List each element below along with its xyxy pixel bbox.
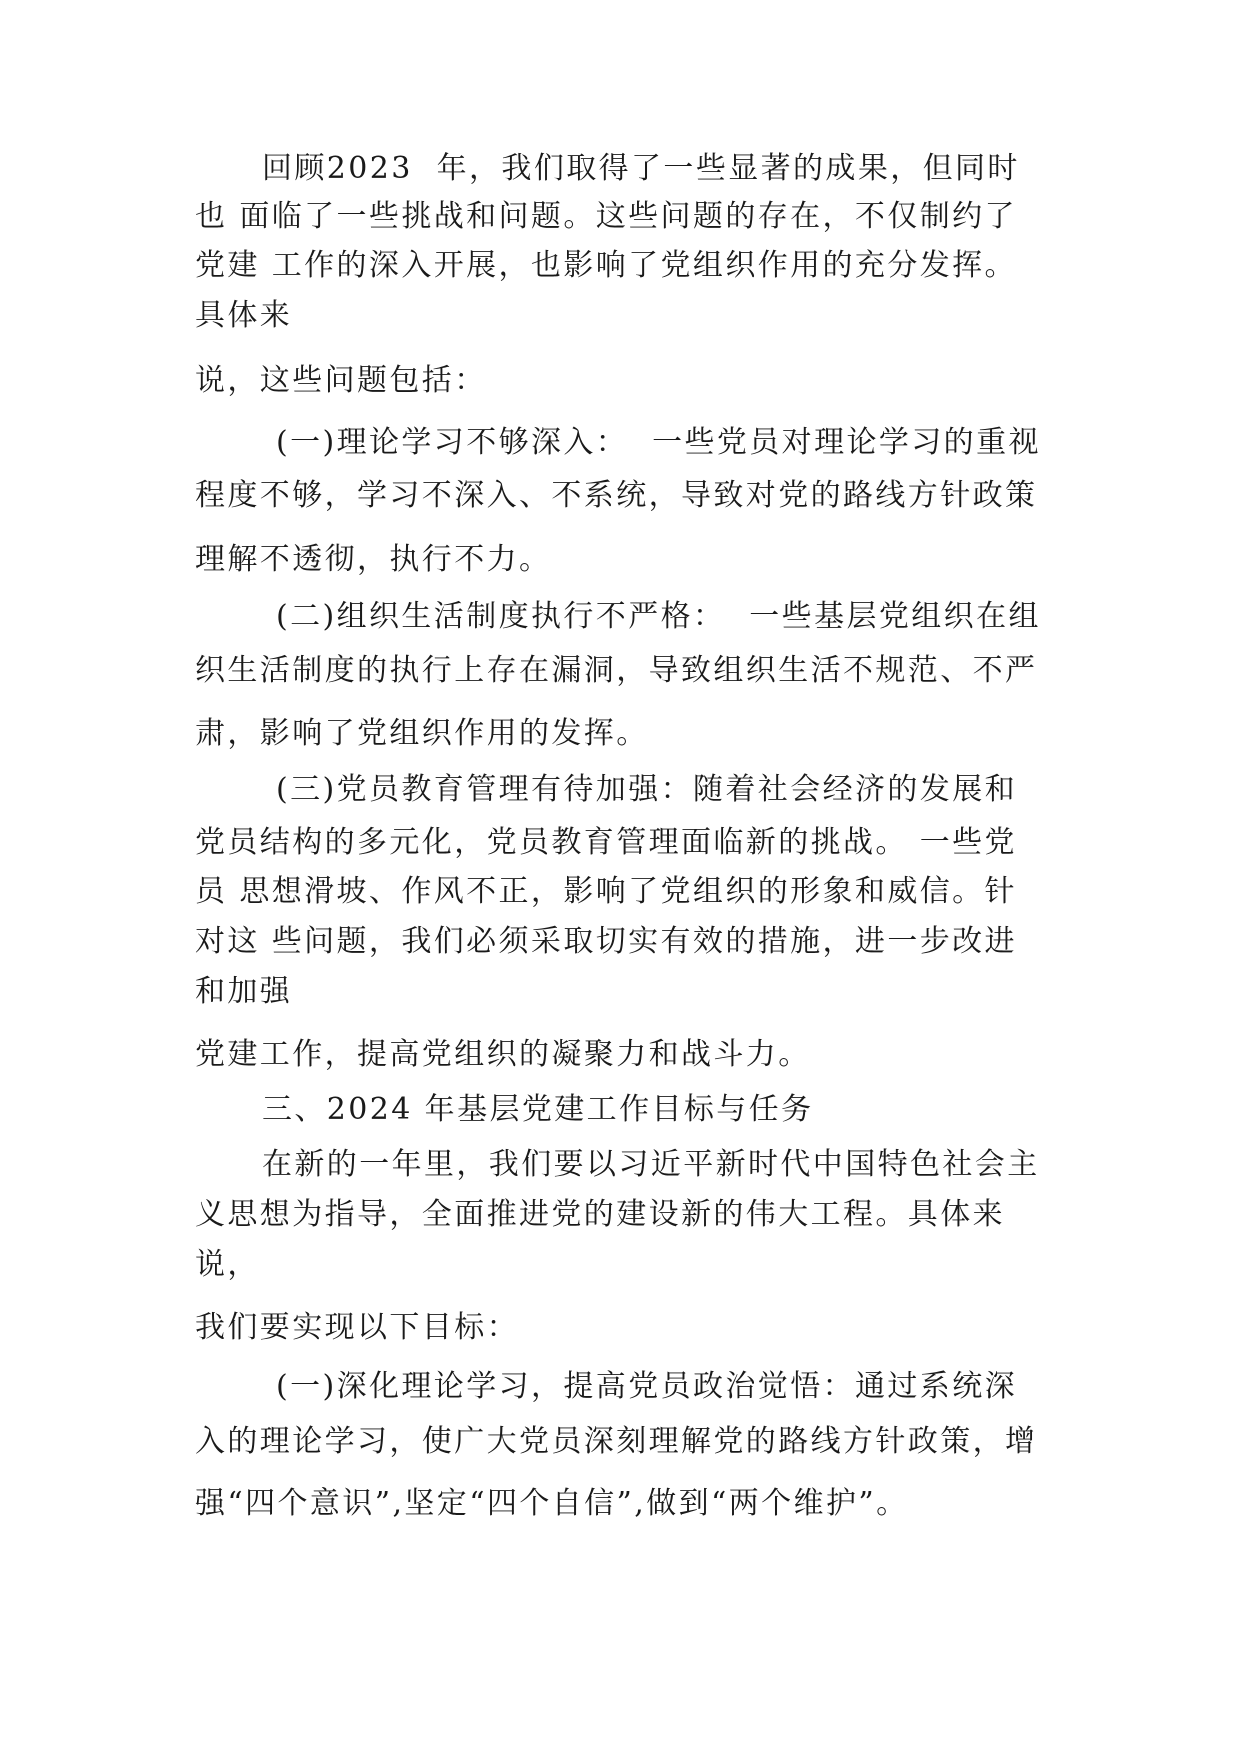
section-heading: 三、2024 年基层党建工作目标与任务 [262, 1092, 814, 1127]
text-line-20: 义思想为指导，全面推进党的建设新的伟大工程。具体来 [195, 1197, 1005, 1232]
text-line-9: (二)组织生活制度执行不严格： 一些基层党组织在组 [276, 599, 1041, 634]
text-line-15: 对这 些问题，我们必须采取切实有效的措施，进一步改进 [195, 924, 1017, 959]
text-line-7: 程度不够，学习不深入、不系统，导致对党的路线方针政策 [195, 478, 1038, 513]
text-line-23: (一)深化理论学习，提高党员政治觉悟：通过系统深 [276, 1369, 1018, 1404]
text-line-3: 党建 工作的深入开展，也影响了党组织作用的充分发挥。 [195, 248, 1017, 283]
text-line-8: 理解不透彻，执行不力。 [195, 542, 552, 577]
text-line-14: 员 思想滑坡、作风不正，影响了党组织的形象和威信。针 [195, 874, 1017, 909]
text-line-22: 我们要实现以下目标： [195, 1310, 519, 1345]
text-line-5: 说，这些问题包括： [195, 363, 487, 398]
text-line-4: 具体来 [195, 298, 293, 333]
text-line-19: 在新的一年里，我们要以习近平新时代中国特色社会主 [262, 1147, 1040, 1182]
text-line-12: (三)党员教育管理有待加强：随着社会经济的发展和 [276, 772, 1018, 807]
text-line-13: 党员结构的多元化，党员教育管理面临新的挑战。 一些党 [195, 825, 1017, 860]
text-line-11: 肃，影响了党组织作用的发挥。 [195, 716, 649, 751]
text-line-10: 织生活制度的执行上存在漏洞，导致组织生活不规范、不严 [195, 653, 1038, 688]
text-line-1: 回顾2023 年，我们取得了一些显著的成果，但同时 [262, 151, 1020, 186]
text-line-21: 说， [195, 1247, 260, 1282]
text-line-25: 强“四个意识”,坚定“四个自信”,做到“两个维护”。 [195, 1486, 909, 1521]
text-line-6: (一)理论学习不够深入： 一些党员对理论学习的重视 [276, 425, 1041, 460]
text-line-17: 党建工作，提高党组织的凝聚力和战斗力。 [195, 1037, 811, 1072]
text-line-24: 入的理论学习，使广大党员深刻理解党的路线方针政策，增 [195, 1424, 1038, 1459]
text-line-2: 也 面临了一些挑战和问题。这些问题的存在，不仅制约了 [195, 199, 1017, 234]
text-line-16: 和加强 [195, 974, 293, 1009]
